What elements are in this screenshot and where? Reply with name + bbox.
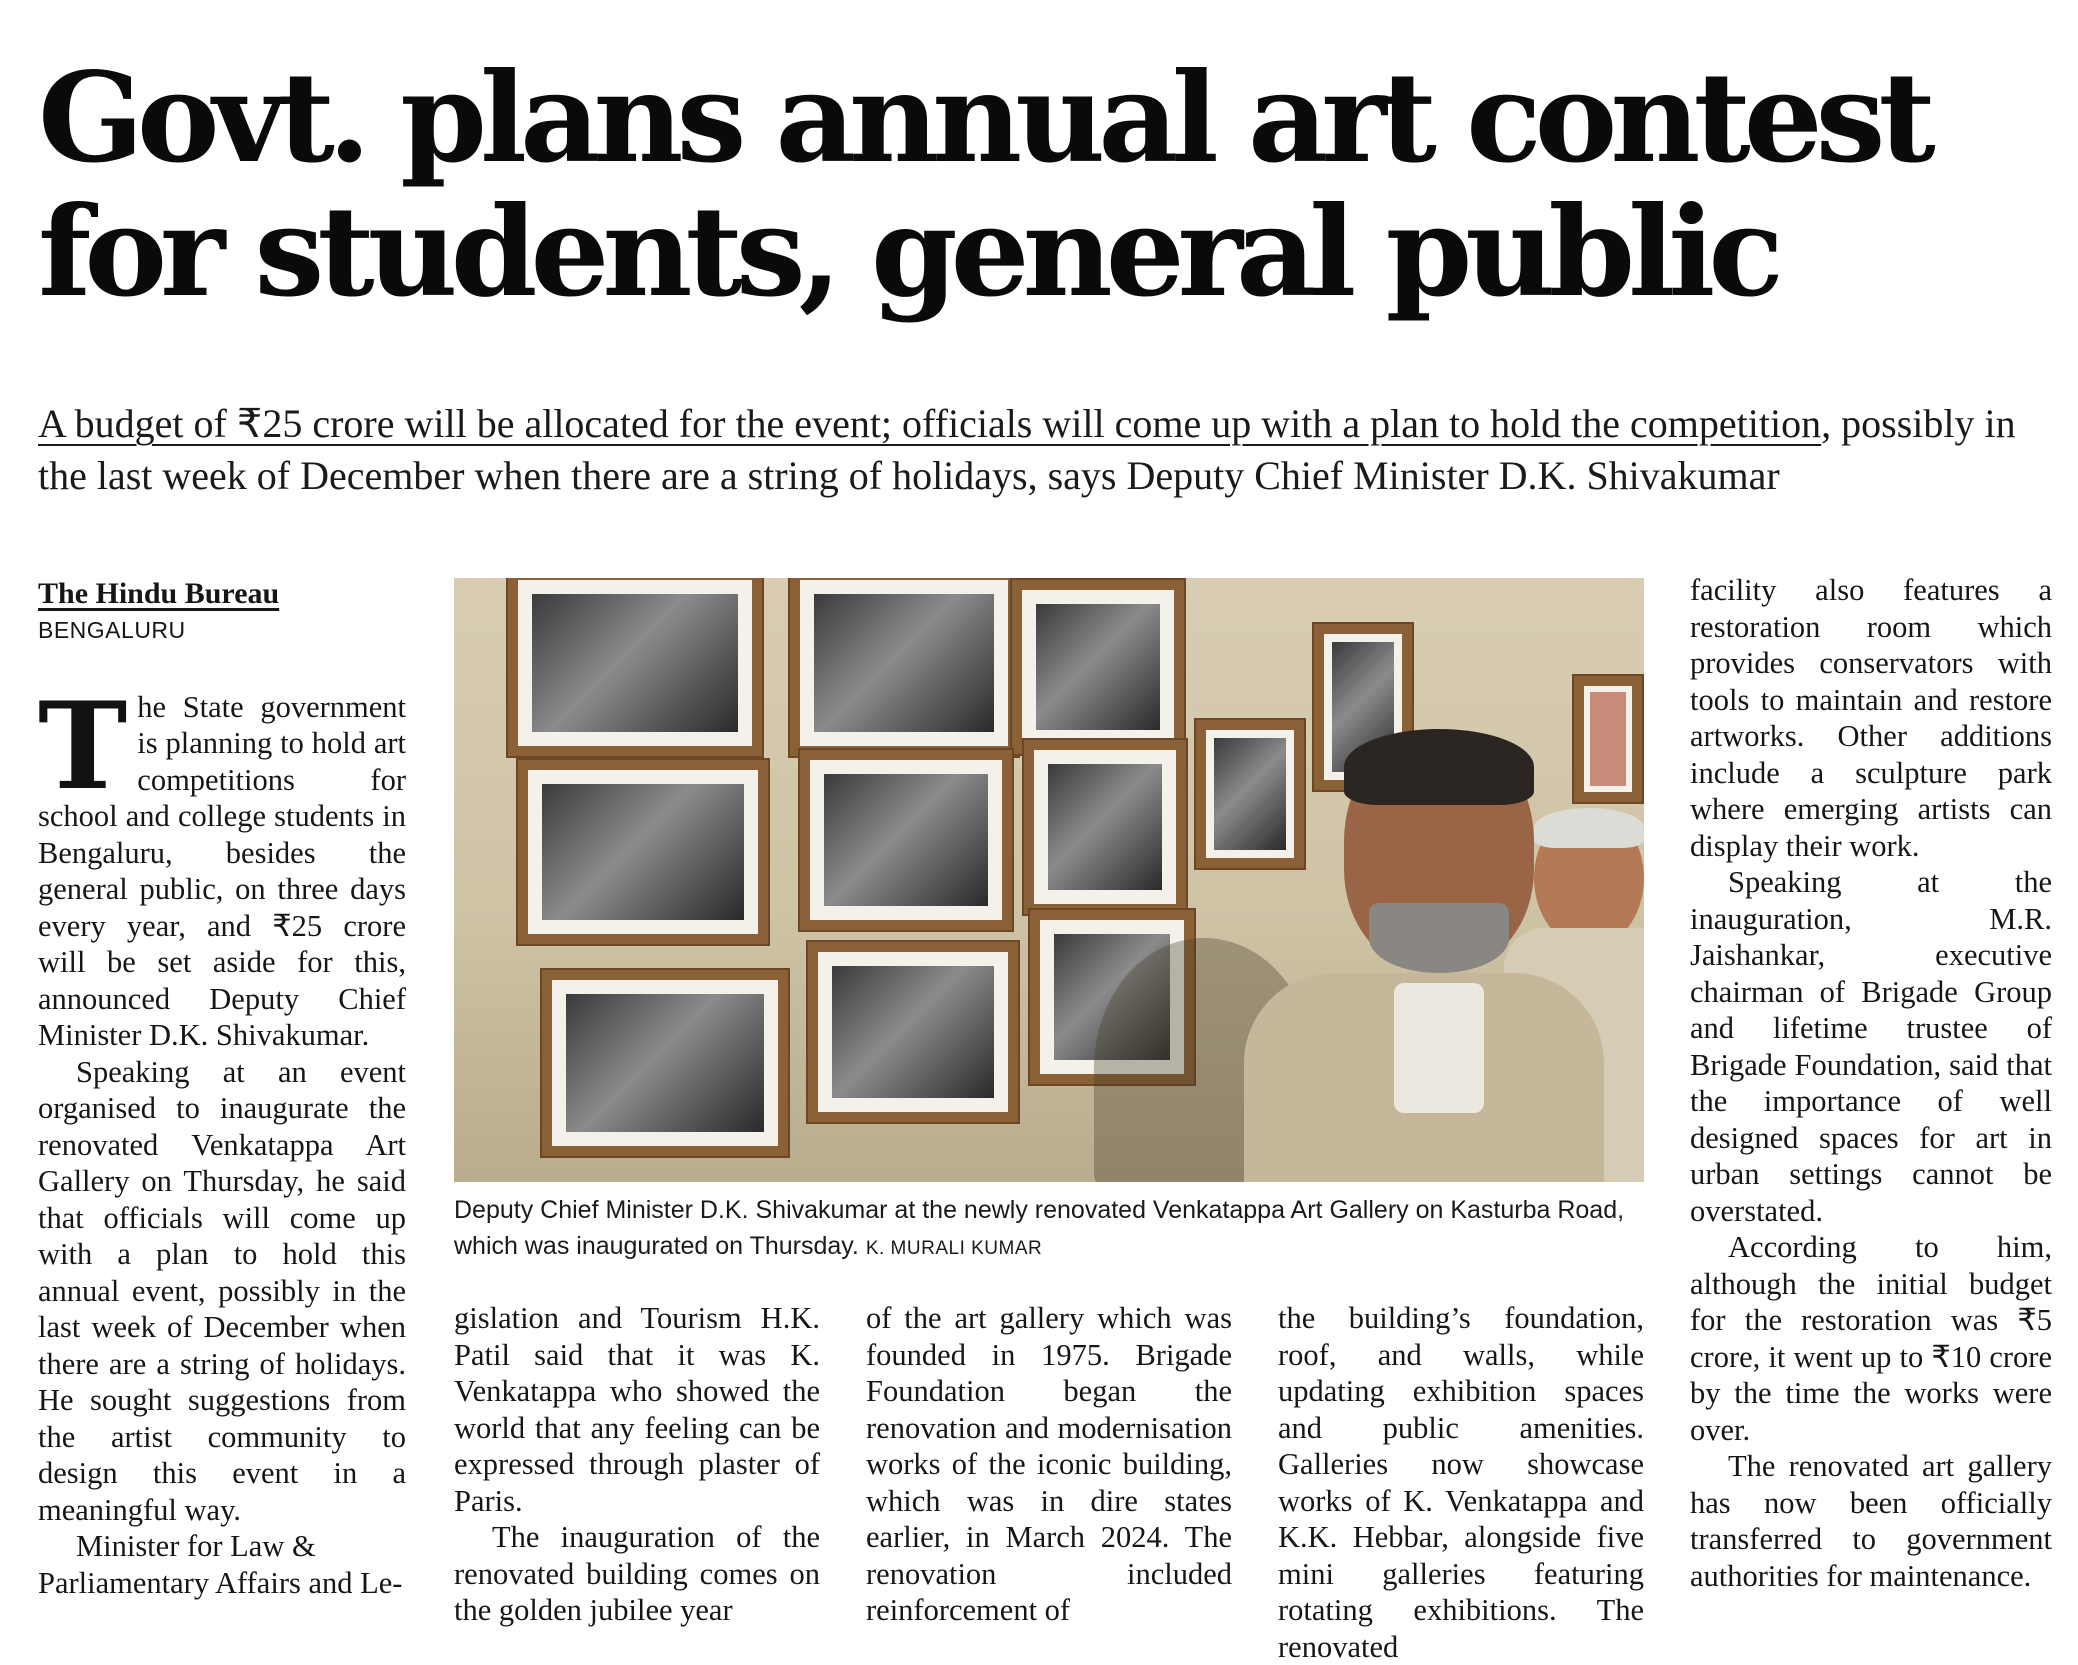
gallery-frame: [540, 968, 790, 1158]
paragraph: Speaking at the inauguration, M.R. Jaishankar, executive chairman of Brigade Group and lifetime trustee of Brigade Foundation, said that the importance of well designed spaces for art in urban settings cannot be overstated.: [1690, 865, 2052, 1228]
paragraph: gislation and Tourism H.K. Patil said that it was K. Venkatappa who showed the world that any feeling can be expressed through plaster of Paris.: [454, 1301, 820, 1518]
article-photo: [454, 578, 1644, 1182]
photo-credit: K. MURALI KUMAR: [865, 1238, 1043, 1259]
gallery-frame: [788, 578, 1020, 758]
dateline: BENGALURU: [38, 617, 186, 643]
headline-line-1: Govt. plans annual art contest: [38, 46, 1929, 191]
photo-caption: [454, 1192, 1654, 1267]
gallery-frame: [806, 940, 1020, 1124]
paragraph: Minister for Law & Parliamentary Affairs and Le-: [38, 1529, 403, 1600]
paragraph: the building’s foundation, roof, and walls, while updating exhibition spaces and public amenities. Galleries now showcase works of K. Venkatappa and K.K. Hebbar, alongside five mini galleries featuring rotating exhibitions. The renovated: [1278, 1301, 1644, 1664]
paragraph: The inauguration of the renovated building comes on the golden jubilee year: [454, 1520, 820, 1627]
standfirst: [38, 398, 2028, 502]
lead-paragraph: [38, 675, 406, 1054]
headline-line-2: for students, general public: [38, 180, 1777, 325]
gallery-frame: [1022, 738, 1188, 916]
paragraph: Speaking at an event organised to inaugurate the renovated Venkatappa Art Gallery on Thursday, he said that officials will come up with a plan to hold this annual event, possibly in the last week of December when there are a string of holidays. He sought suggestions from the artist community to design this event in a meaningful way.: [38, 1054, 406, 1527]
gallery-frame: [1010, 578, 1186, 756]
gallery-frame: [506, 578, 764, 758]
lead-paragraph-text: he State government is planning to hold art competitions for school and college students in Bengaluru, besides the general public, on three days every year, and ₹25 crore will be set aside for this, announced Deputy Chief Minister D.K. Shivakumar.: [38, 689, 406, 1052]
article-column-5: [1690, 572, 2052, 1594]
standfirst-underlined: A budget of ₹25 crore will be allocated for the event; officials will come up with a plan to hold the competition: [38, 401, 1822, 446]
paragraph: facility also features a restoration room which provides conservators with tools to maintain and restore artworks. Other additions include a sculpture park where emerging artists can display their work.: [1690, 573, 2052, 863]
gallery-frame: [798, 748, 1014, 932]
gallery-frame: [516, 758, 770, 946]
photo-caption-text: Deputy Chief Minister D.K. Shivakumar at the newly renovated Venkatappa Art Gallery on Kasturba Road, which was inaugurated on Thursday.: [454, 1196, 1625, 1260]
paragraph: The renovated art gallery has now been officially transferred to government authorities for maintenance.: [1690, 1449, 2052, 1593]
article-column-4: [1278, 1300, 1644, 1665]
drop-cap: T: [38, 675, 128, 817]
byline-author: The Hindu Bureau: [38, 577, 280, 610]
person-foreground: [1244, 733, 1604, 1182]
headline: [38, 46, 2038, 325]
standfirst-rest: , possibly in the last week of December when there are a string of holidays, says Deputy Chief Minister D.K. Shivakumar: [38, 401, 2016, 498]
article-column-1: [38, 576, 406, 1601]
article-column-3: [866, 1300, 1232, 1629]
paragraph: of the art gallery which was founded in 1975. Brigade Foundation began the renovation and modernisation works of the iconic building, which was in dire states earlier, in March 2024. The renovation included reinforcement of: [866, 1301, 1232, 1627]
article-column-2: [454, 1300, 820, 1629]
paragraph: According to him, although the initial budget for the restoration was ₹5 crore, it went up to ₹10 crore by the time the works were over.: [1690, 1230, 2052, 1447]
